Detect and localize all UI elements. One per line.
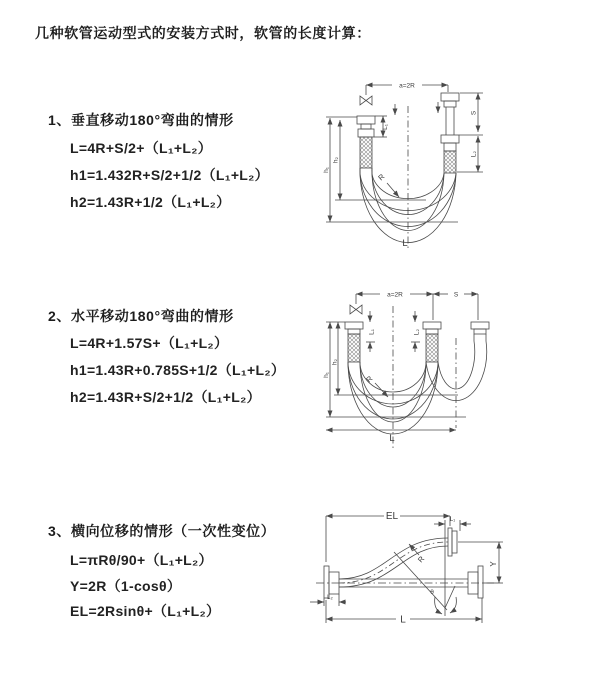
dim-label-s: S — [453, 291, 459, 299]
angle-label: θ — [430, 589, 434, 596]
hose-drawing-2 — [326, 291, 489, 450]
section-1-formula-h1: h1=1.432R+S/2+1/2（L₁+L₂） — [70, 167, 269, 183]
dim-label-l2: L₂ — [327, 595, 333, 601]
length-label: L — [402, 238, 408, 249]
dim-label-l2: L₂ — [470, 150, 478, 158]
section-3-formula-l: L=πRθ/90+（L₁+L₂） — [70, 552, 213, 568]
section-3-heading: 3、横向位移的情形（一次性变位） — [48, 523, 276, 539]
dim-label-l2: L₂ — [413, 328, 421, 336]
dim-label-l1: L₁ — [449, 517, 456, 523]
dim-label-l1: L₁ — [382, 124, 389, 130]
valve-icon — [350, 305, 362, 314]
diagram-lateral-displacement — [298, 498, 600, 660]
dim-label-y: Y — [489, 561, 498, 567]
dim-label-el: EL — [385, 511, 399, 522]
diagram-3-labels — [327, 511, 498, 626]
section-2-heading: 2、水平移动180°弯曲的情形 — [48, 308, 234, 324]
dim-label-a2r: a=2R — [387, 291, 403, 299]
dim-label-h1: h₁ — [323, 372, 330, 378]
hose-drawing-3 — [310, 516, 503, 623]
section-1-formula-h2: h2=1.43R+1/2（L₁+L₂） — [70, 194, 231, 210]
diagram-horizontal-180-bend — [308, 280, 600, 460]
dim-label-h2: h₂ — [331, 358, 339, 366]
section-2-formula-h2: h2=1.43R+S/2+1/2（L₁+L₂） — [70, 389, 261, 405]
dim-label-l1: L₁ — [368, 329, 376, 335]
section-3-formula-el: EL=2Rsinθ+（L₁+L₂） — [70, 603, 221, 619]
section-1-formula-l: L=4R+S/2+（L₁+L₂） — [70, 140, 213, 156]
dim-label-s: S — [470, 110, 478, 116]
diagram-vertical-180-bend — [308, 70, 598, 260]
radius-label: R — [376, 171, 387, 183]
section-3-formula-y: Y=2R（1-cosθ） — [70, 578, 182, 594]
section-1-heading: 1、垂直移动180°弯曲的情形 — [48, 112, 234, 128]
dim-label-a2r: a=2R — [399, 82, 415, 90]
radius-label: R — [364, 373, 375, 385]
section-2-formula-l: L=4R+1.57S+（L₁+L₂） — [70, 335, 229, 351]
dim-label-h1: h₁ — [323, 167, 330, 173]
length-label: L — [400, 614, 406, 626]
length-label: L — [389, 433, 395, 444]
dim-label-h2: h₂ — [332, 156, 340, 164]
radius-label: R — [415, 554, 427, 565]
page-title: 几种软管运动型式的安装方式时，软管的长度计算： — [35, 25, 371, 41]
diagram-2-labels — [323, 292, 459, 445]
section-2-formula-h1: h1=1.43R+0.785S+1/2（L₁+L₂） — [70, 362, 286, 378]
valve-icon — [360, 96, 372, 105]
hose-drawing-1 — [326, 82, 483, 248]
